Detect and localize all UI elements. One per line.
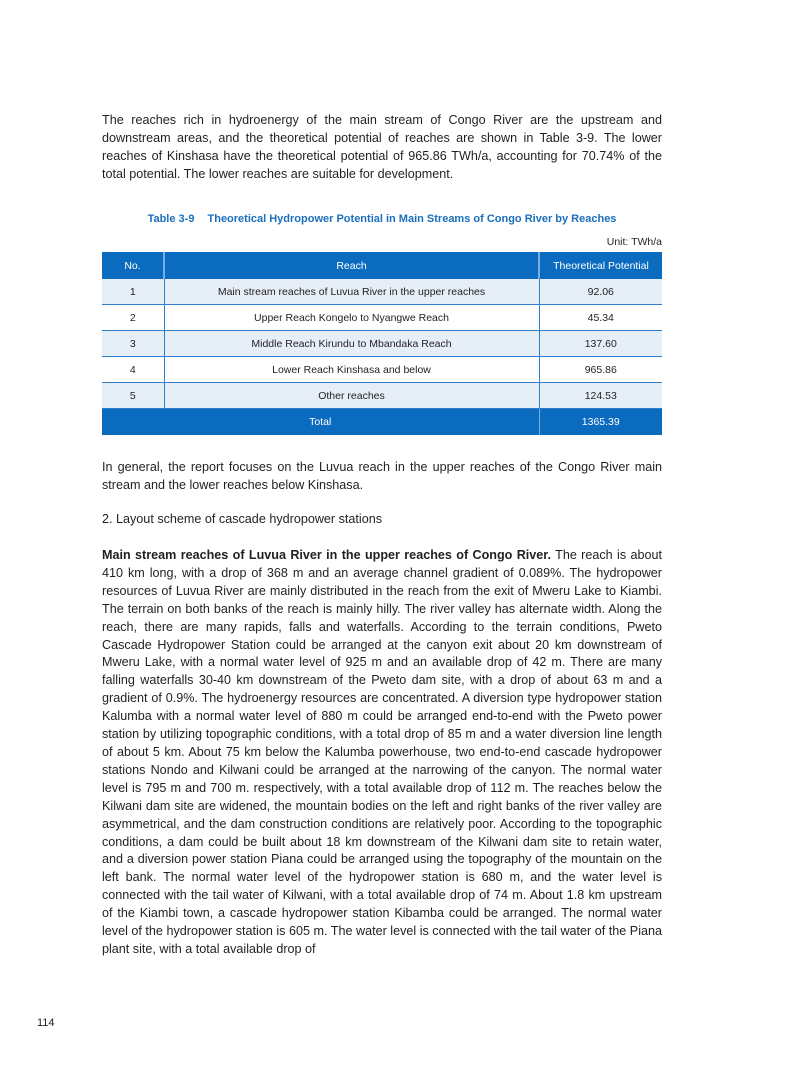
section-heading: 2. Layout scheme of cascade hydropower stations bbox=[102, 512, 383, 526]
table-row bbox=[102, 357, 662, 383]
cell-no: 3 bbox=[102, 331, 164, 357]
table-row bbox=[102, 331, 662, 357]
table-total-row bbox=[102, 409, 662, 436]
table-number: Table 3-9 bbox=[147, 213, 195, 225]
luvua-paragraph bbox=[102, 547, 662, 959]
table-row bbox=[102, 305, 662, 331]
header-reach: Reach bbox=[164, 252, 539, 279]
cell-potential: 45.34 bbox=[539, 305, 662, 331]
header-no: No. bbox=[102, 252, 164, 279]
intro-paragraph: The reaches rich in hydroenergy of the main stream of Congo River are the upstream and downstream areas, and the theoretical potential of reaches are shown in Table 3-9. The lower reaches of Kinshasa have the theoretical potential of 965.86 TWh/a, accounting for 70.74% of the total potential. The lower reaches are suitable for development. bbox=[102, 113, 662, 181]
table-title: Theoretical Hydropower Potential in Main Streams of Congo River by Reaches bbox=[207, 213, 617, 225]
luvua-body: The reach is about 410 km long, with a drop of 368 m and an average channel gradient of 0.089%. The hydropower resources of Luvua River are mainly distributed in the reach from the exit of Mweru Lake to Kiambi. The terrain on both banks of the reach is mainly hilly. The river valley has alternate width. Along the reach, there are many rapids, falls and waterfalls. According to the terrain conditions, Pweto Cascade Hydropower Station could be arranged at the canyon exit about 20 km downstream of Mweru Lake, with a normal water level of 925 m and an available drop of 42 m. There are many falling waterfalls 30-40 km downstream of the Pweto dam site, with a drop of about 63 m and a gradient of 0.9%. The hydroenergy resources are concentrated. A diversion type hydropower station Kalumba with a normal water level of 880 m could be arranged end-to-end with the Pweto power station by utilizing topographic conditions, with a total drop of 85 m and a water diversion line length of about 5 km. About 75 km below the Kalumba powerhouse, two end-to-end cascade hydropower stations Nondo and Kilwani could be arranged at the narrowing of the canyon. The normal water level is 795 m and 700 m. respectively, with a total available drop of 112 m. The reaches below the Kilwani dam site are widened, the mountain bodies on the left and right banks of the river valley are asymmetrical, and the dam construction conditions are relatively poor. According to the topographic conditions, a dam could be built about 18 km downstream of the Kilwani dam site to retain water, and a diversion power station Piana could be arranged using the topography of the mountain on the left bank. The normal water level of the hydropower station is 680 m, and the water level is connected with the tail water of Kilwani, with a total available drop of 74 m. About 1.8 km upstream of the Kiambi town, a cascade hydropower station Kibamba could be arranged. The normal water level of the hydropower station is 605 m. The water level is connected with the tail water of the Piana plant site, with a total available drop of bbox=[102, 548, 662, 956]
luvua-lead: Main stream reaches of Luvua River in the upper reaches of Congo River. bbox=[102, 548, 552, 562]
cell-reach: Main stream reaches of Luvua River in the upper reaches bbox=[164, 279, 539, 305]
table-caption bbox=[102, 213, 662, 225]
cell-potential: 92.06 bbox=[539, 279, 662, 305]
cell-no: 1 bbox=[102, 279, 164, 305]
table-unit: Unit: TWh/a bbox=[606, 236, 662, 248]
table-row bbox=[102, 383, 662, 409]
table-row bbox=[102, 279, 662, 305]
table-header-row bbox=[102, 252, 662, 279]
cell-no: 4 bbox=[102, 357, 164, 383]
cell-reach: Lower Reach Kinshasa and below bbox=[164, 357, 539, 383]
page-number: 114 bbox=[37, 1017, 55, 1029]
hydropower-potential-table bbox=[102, 252, 662, 435]
total-potential: 1365.39 bbox=[539, 409, 662, 436]
header-potential: Theoretical Potential bbox=[539, 252, 662, 279]
cell-potential: 137.60 bbox=[539, 331, 662, 357]
cell-reach: Other reaches bbox=[164, 383, 539, 409]
cell-no: 5 bbox=[102, 383, 164, 409]
total-label: Total bbox=[102, 409, 539, 436]
cell-reach: Upper Reach Kongelo to Nyangwe Reach bbox=[164, 305, 539, 331]
summary-paragraph: In general, the report focuses on the Luvua reach in the upper reaches of the Congo River main stream and the lower reaches below Kinshasa. bbox=[102, 460, 662, 492]
cell-potential: 124.53 bbox=[539, 383, 662, 409]
cell-potential: 965.86 bbox=[539, 357, 662, 383]
cell-reach: Middle Reach Kirundu to Mbandaka Reach bbox=[164, 331, 539, 357]
cell-no: 2 bbox=[102, 305, 164, 331]
